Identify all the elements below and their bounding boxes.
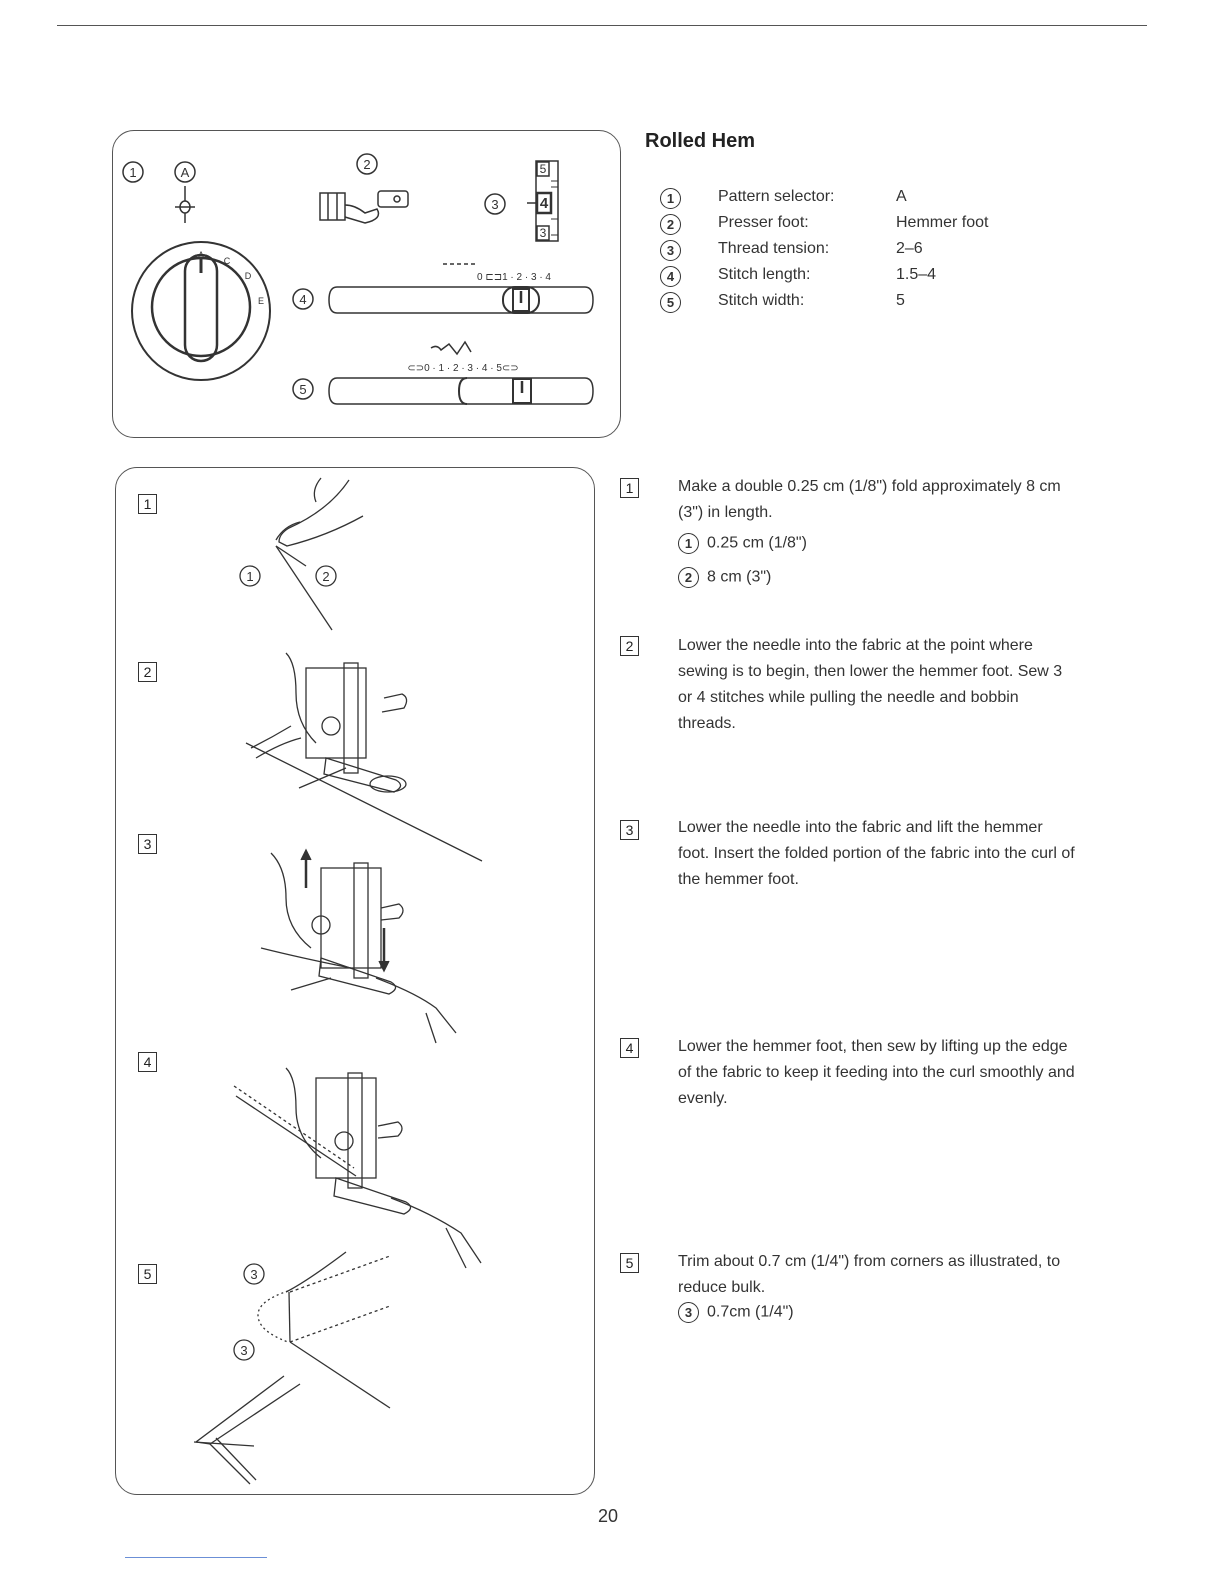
setting-num: 2 xyxy=(660,214,681,235)
fig-step-2: 2 xyxy=(138,662,157,682)
length-slider-track xyxy=(329,287,593,313)
step-num-1: 1 xyxy=(620,478,639,498)
setting-num: 3 xyxy=(660,240,681,261)
page-title: Rolled Hem xyxy=(645,130,756,152)
setting-num: 5 xyxy=(660,292,681,313)
tension-5: 5 xyxy=(539,162,547,176)
fig-step-5: 5 xyxy=(138,1264,157,1284)
dial-d: D xyxy=(244,271,252,281)
top-rule xyxy=(57,25,1147,26)
step-num-5: 5 xyxy=(620,1253,639,1273)
step-5-sub-1 xyxy=(678,1302,794,1323)
setting-value: Hemmer foot xyxy=(896,214,989,231)
step-num-2: 2 xyxy=(620,636,639,656)
sub-text: 8 cm (3") xyxy=(707,568,772,586)
fig5-callout-top: 3 xyxy=(250,1267,258,1282)
steps-illustration xyxy=(116,468,594,1494)
step-1-sub-1 xyxy=(678,533,807,554)
marker-2-num: 2 xyxy=(363,157,371,172)
marker-1-num: 1 xyxy=(129,165,137,180)
tension-3: 3 xyxy=(539,226,547,240)
bottom-link-line xyxy=(125,1557,267,1558)
presser-foot-body xyxy=(320,193,345,220)
setting-label: Pattern selector: xyxy=(718,188,835,205)
step-1-text: Make a double 0.25 cm (1/8") fold approximately 8 cm (3") in length. xyxy=(678,478,1061,521)
step-5-text: Trim about 0.7 cm (1/4") from corners as illustrated, to reduce bulk. xyxy=(678,1253,1061,1296)
width-scale: ⊂⊃0 · 1 · 2 · 3 · 4 · 5⊂⊃ xyxy=(407,363,519,374)
setting-label: Stitch width: xyxy=(718,292,805,309)
setting-value: 2–6 xyxy=(896,240,923,257)
dial-c: C xyxy=(223,256,231,266)
marker-a-letter: A xyxy=(180,165,190,180)
step-2-text: Lower the needle into the fabric at the point where sewing is to begin, then lower the hemmer foot. Sew 3 or 4 stitches while pulling the needle and bobbin threads. xyxy=(678,637,1063,732)
setting-value: 1.5–4 xyxy=(896,266,937,283)
hemmer-foot-fig2 xyxy=(286,653,316,743)
setting-value: 5 xyxy=(896,292,905,309)
step-4-text: Lower the hemmer foot, then sew by lifting up the edge of the fabric to keep it feeding into the curl smoothly and evenly. xyxy=(678,1038,1075,1107)
sub-num: 2 xyxy=(678,567,699,588)
sub-num: 3 xyxy=(678,1302,699,1323)
setting-label: Thread tension: xyxy=(718,240,830,257)
fig-step-4: 4 xyxy=(138,1052,157,1072)
fig5-callout-bottom: 3 xyxy=(240,1343,248,1358)
sub-text: 0.7cm (1/4") xyxy=(707,1303,794,1321)
fig1-callout-1: 1 xyxy=(246,569,254,584)
dial-e: E xyxy=(257,296,265,306)
steps-illustration-panel xyxy=(115,467,595,1495)
zigzag-symbol xyxy=(431,342,471,354)
length-scale: 0 ⊏⊐1 · 2 · 3 · 4 xyxy=(476,272,552,283)
fig-step-3: 3 xyxy=(138,834,157,854)
tension-4: 4 xyxy=(539,195,549,212)
setting-value: A xyxy=(896,188,907,205)
setting-num: 4 xyxy=(660,266,681,287)
step-1-sub-2 xyxy=(678,567,771,588)
settings-diagram xyxy=(113,131,620,437)
setting-num: 1 xyxy=(660,188,681,209)
step-num-3: 3 xyxy=(620,820,639,840)
setting-label: Presser foot: xyxy=(718,214,809,231)
marker-5-num: 5 xyxy=(299,382,307,397)
setting-label: Stitch length: xyxy=(718,266,811,283)
marker-3-num: 3 xyxy=(491,197,499,212)
fold-fabric xyxy=(279,480,363,546)
step-num-4: 4 xyxy=(620,1038,639,1058)
page-number: 20 xyxy=(598,1506,619,1526)
dial-a: A xyxy=(197,250,205,260)
marker-4-num: 4 xyxy=(299,292,307,307)
sub-text: 0.25 cm (1/8") xyxy=(707,534,807,552)
fig-step-1: 1 xyxy=(138,494,157,514)
settings-diagram-panel xyxy=(112,130,621,438)
fig1-callout-2: 2 xyxy=(322,569,330,584)
step-3-text: Lower the needle into the fabric and lift the hemmer foot. Insert the folded portion of the fabric into the curl of the hemmer foot. xyxy=(678,819,1075,888)
sub-num: 1 xyxy=(678,533,699,554)
